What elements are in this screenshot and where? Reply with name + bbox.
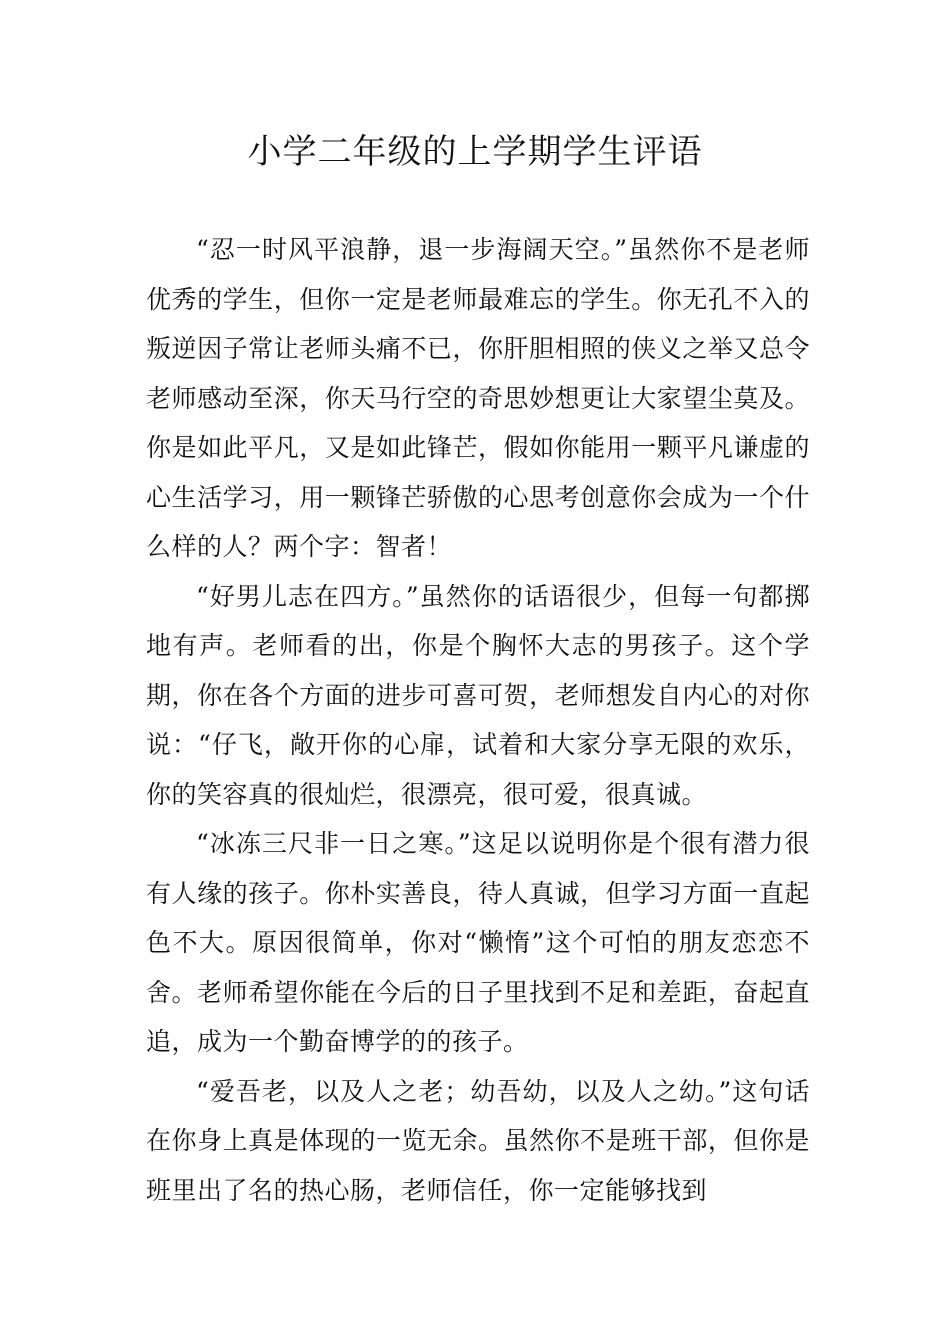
document-body	[146, 225, 810, 1215]
document-title: 小学二年级的上学期学生评语	[247, 132, 703, 172]
paragraph-2: “好男儿志在四方。”虽然你的话语很少，但每一句都掷地有声。老师看的出，你是个胸怀大志的男孩子。这个学期，你在各个方面的进步可喜可贺，老师想发自内心的对你说：“仔飞，敞开你的心扉，试着和大家分享无限的欢乐，你的笑容真的很灿烂，很漂亮，很可爱，很真诚。	[146, 581, 810, 809]
paragraph-3: “冰冻三尺非一日之寒。”这足以说明你是个很有潜力很有人缘的孩子。你朴实善良，待人真诚，但学习方面一直起色不大。原因很简单，你对“懒惰”这个可怕的朋友恋恋不舍。老师希望你能在今后的日子里找到不足和差距，奋起直追，成为一个勤奋博学的的孩子。	[146, 829, 810, 1056]
paragraph-1: “忍一时风平浪静，退一步海阔天空。”虽然你不是老师优秀的学生，但你一定是老师最难忘的学生。你无孔不入的叛逆因子常让老师头痛不已，你肝胆相照的侠义之举又总令老师感动至深，你天马行空的奇思妙想更让大家望尘莫及。你是如此平凡，又是如此锋芒，假如你能用一颗平凡谦虚的心生活学习，用一颗锋芒骄傲的心思考创意你会成为一个什么样的人？两个字：智者！	[146, 235, 810, 561]
paragraph-4: “爱吾老，以及人之老；幼吾幼，以及人之幼。”这句话在你身上真是体现的一览无余。虽然你不是班干部，但你是班里出了名的热心肠，老师信任，你一定能够找到	[146, 1076, 810, 1205]
